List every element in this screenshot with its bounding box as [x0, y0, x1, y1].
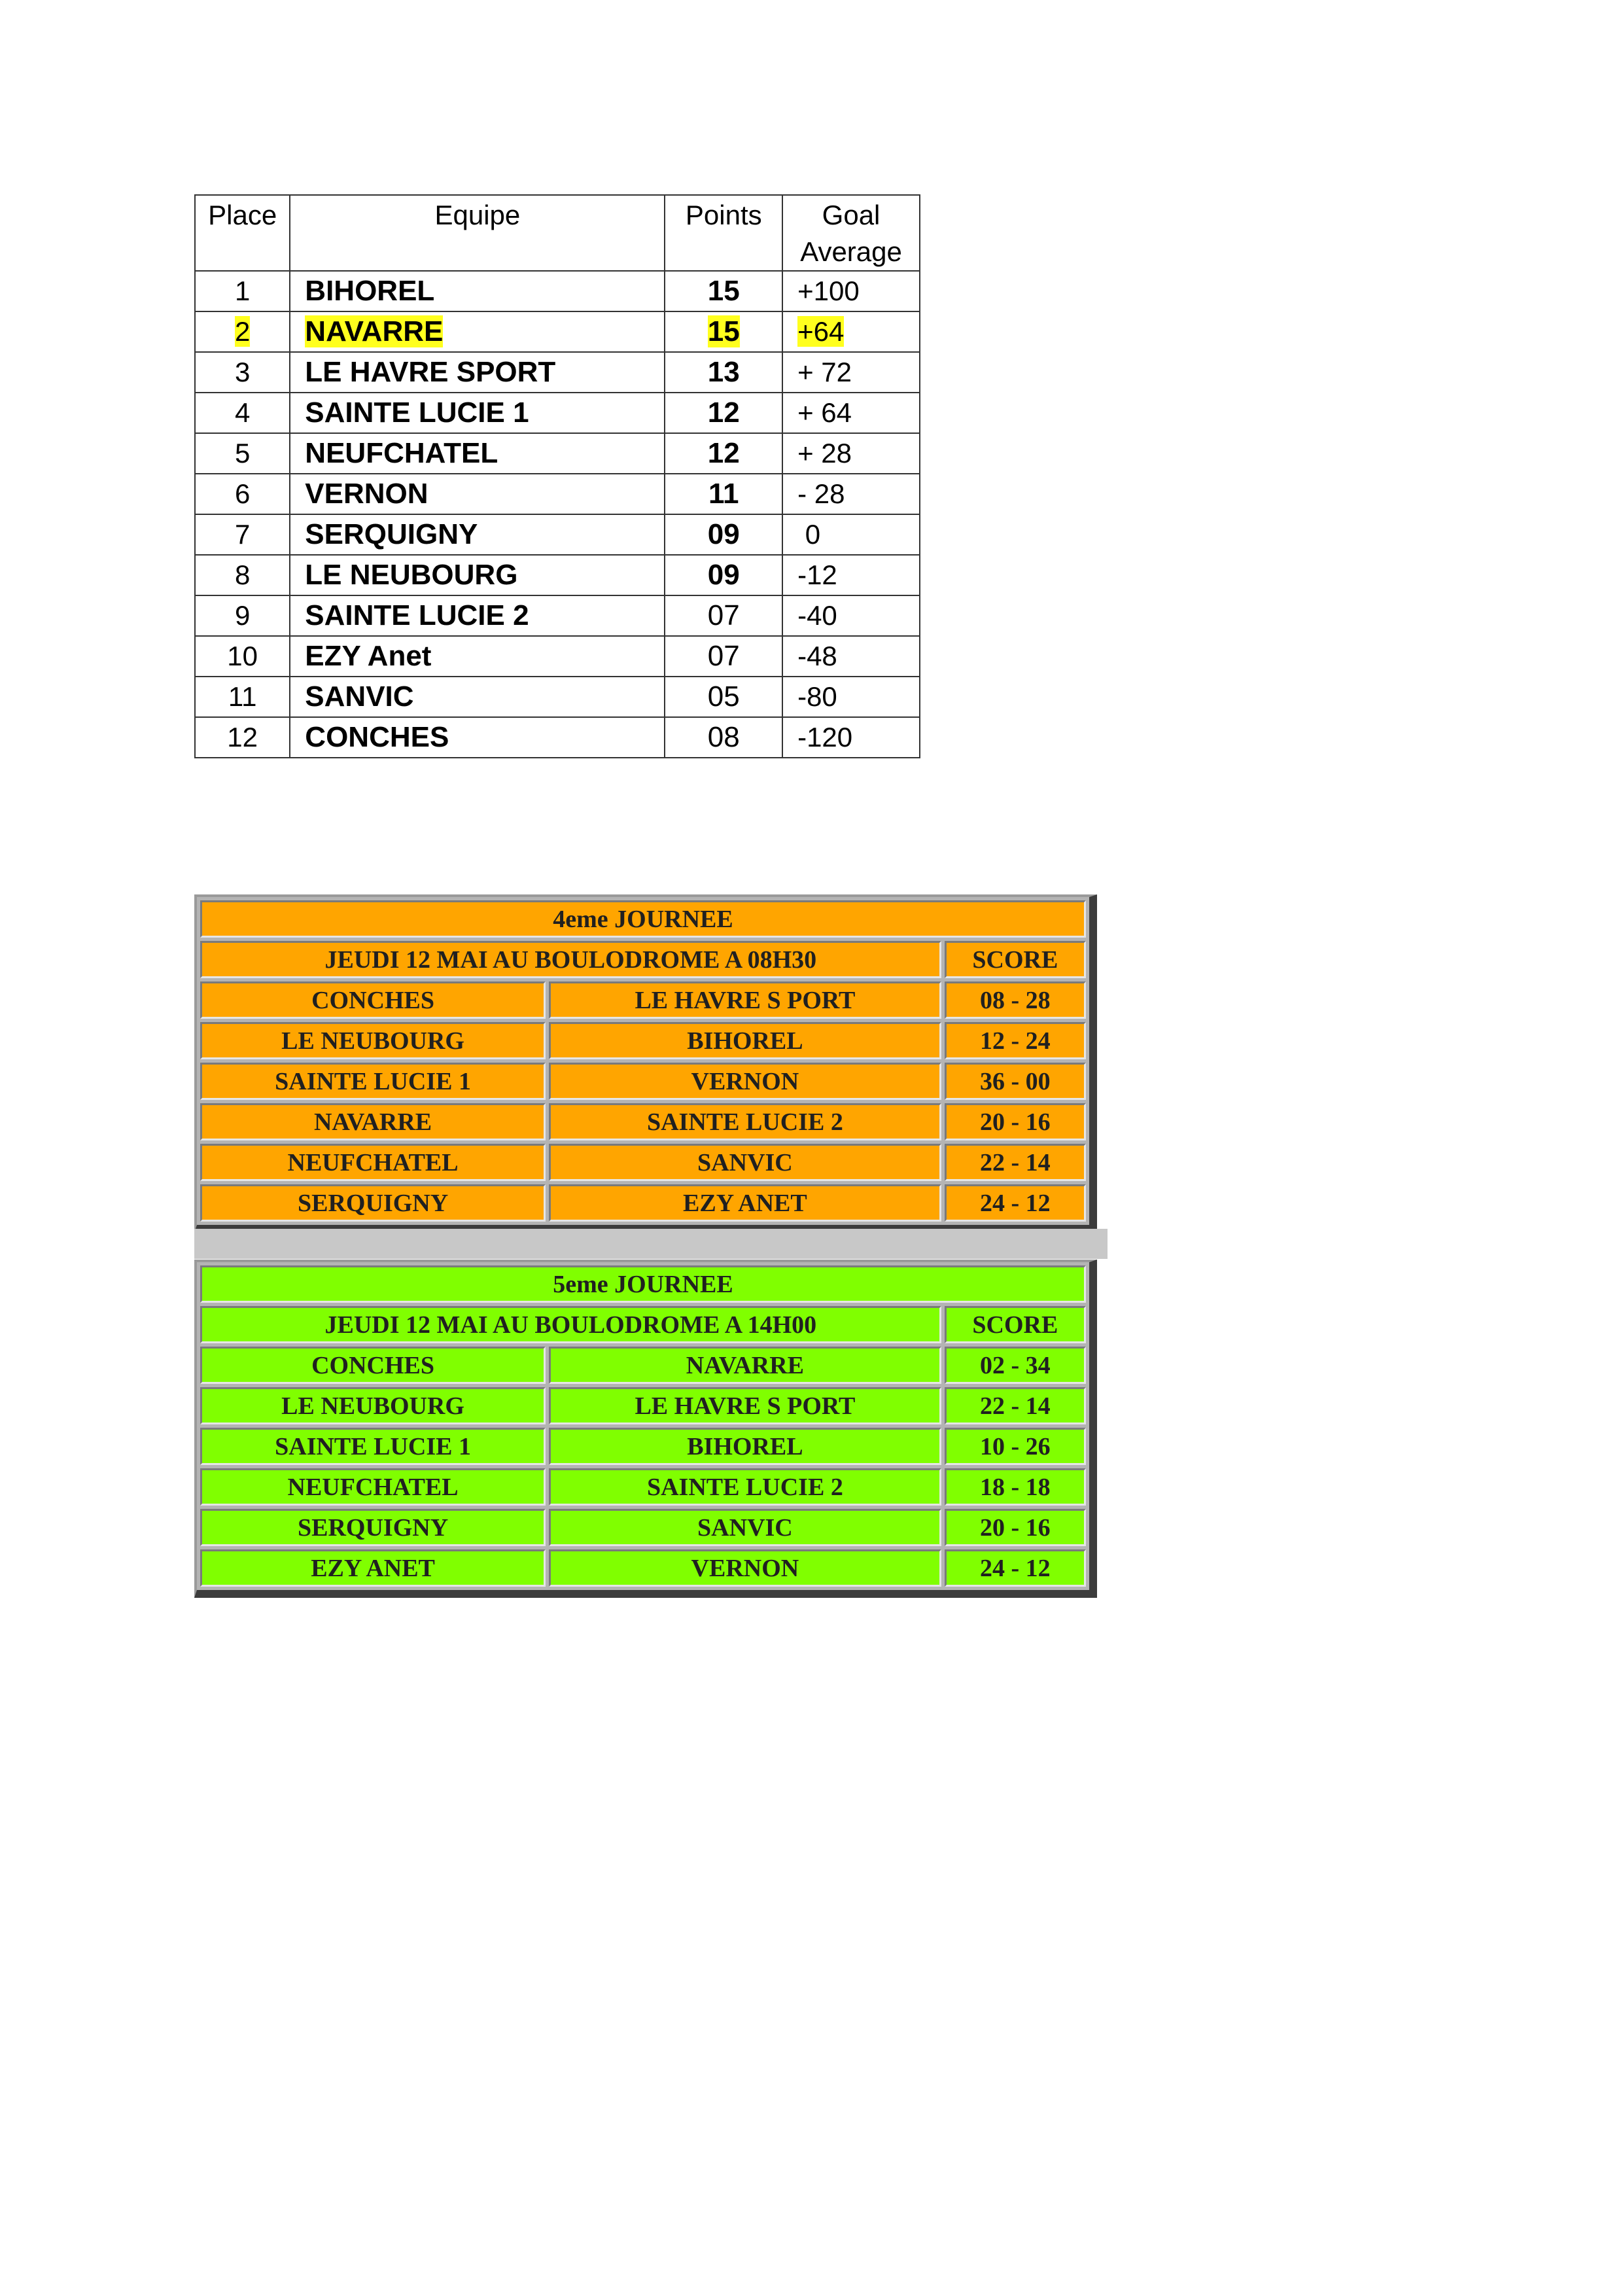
points-text: 08 — [707, 721, 740, 753]
away-team: BIHOREL — [549, 1022, 941, 1059]
goal-average-cell — [782, 636, 920, 677]
away-team: BIHOREL — [549, 1428, 941, 1465]
away-team: SAINTE LUCIE 2 — [549, 1103, 941, 1140]
points-text: 15 — [707, 275, 740, 307]
goal-average-cell — [782, 514, 920, 555]
team-text: SAINTE LUCIE 2 — [305, 599, 529, 631]
match-score: 20 - 16 — [945, 1103, 1086, 1140]
header-place: Place — [195, 195, 290, 271]
team-cell — [290, 352, 665, 393]
goal-average-text: + 72 — [797, 357, 852, 387]
points-cell — [665, 514, 782, 555]
home-team: LE NEUBOURG — [200, 1022, 546, 1059]
away-team: SANVIC — [549, 1144, 941, 1181]
match-score: 10 - 26 — [945, 1428, 1086, 1465]
match-day-subtitle: JEUDI 12 MAI AU BOULODROME A 14H00 — [200, 1306, 941, 1343]
home-team: SAINTE LUCIE 1 — [200, 1428, 546, 1465]
standings-row — [195, 271, 920, 311]
goal-average-cell — [782, 717, 920, 758]
match-score: 02 - 34 — [945, 1347, 1086, 1384]
place-cell — [195, 433, 290, 474]
team-text: SANVIC — [305, 680, 414, 713]
points-text: 07 — [707, 640, 740, 672]
points-text: 07 — [707, 599, 740, 631]
points-text: 13 — [707, 356, 740, 388]
match-score: 36 - 00 — [945, 1063, 1086, 1100]
team-cell — [290, 433, 665, 474]
team-cell — [290, 717, 665, 758]
place-text: 1 — [234, 275, 251, 306]
goal-average-cell — [782, 271, 920, 311]
place-text: 7 — [234, 519, 251, 550]
place-text: 12 — [227, 722, 258, 752]
points-text: 09 — [707, 559, 740, 591]
place-cell — [195, 311, 290, 352]
match-score: 20 - 16 — [945, 1509, 1086, 1546]
place-text: 5 — [234, 438, 251, 468]
team-text: VERNON — [305, 478, 428, 510]
home-team: EZY ANET — [200, 1549, 546, 1587]
points-text: 09 — [707, 518, 740, 550]
match-day-5-table — [194, 1260, 1097, 1598]
goal-average-text: -120 — [797, 722, 853, 752]
points-cell — [665, 433, 782, 474]
team-cell — [290, 271, 665, 311]
points-text: 12 — [707, 437, 740, 469]
match-day-subtitle-row — [200, 941, 1086, 978]
header-team: Equipe — [290, 195, 665, 271]
match-score: 24 - 12 — [945, 1184, 1086, 1222]
goal-average-cell — [782, 595, 920, 636]
team-text: BIHOREL — [305, 275, 435, 307]
goal-average-cell — [782, 311, 920, 352]
goal-average-text: - 28 — [797, 478, 845, 509]
standings-row — [195, 514, 920, 555]
match-day-subtitle-row — [200, 1306, 1086, 1343]
away-team: NAVARRE — [549, 1347, 941, 1384]
points-cell — [665, 474, 782, 514]
standings-row — [195, 474, 920, 514]
match-day-4-table — [194, 894, 1097, 1233]
match-row — [200, 1103, 1086, 1140]
standings-row — [195, 311, 920, 352]
place-cell — [195, 352, 290, 393]
standings-table — [194, 194, 920, 758]
points-cell — [665, 555, 782, 595]
home-team: CONCHES — [200, 981, 546, 1019]
standings-row — [195, 393, 920, 433]
away-team: LE HAVRE S PORT — [549, 1387, 941, 1424]
goal-average-cell — [782, 352, 920, 393]
score-header: SCORE — [945, 1306, 1086, 1343]
team-cell — [290, 474, 665, 514]
team-text: SERQUIGNY — [305, 518, 478, 550]
home-team: NEUFCHATEL — [200, 1468, 546, 1506]
team-cell — [290, 393, 665, 433]
team-cell — [290, 595, 665, 636]
standings-row — [195, 352, 920, 393]
away-team: VERNON — [549, 1549, 941, 1587]
match-day-title: 4eme JOURNEE — [200, 900, 1086, 938]
match-score: 08 - 28 — [945, 981, 1086, 1019]
away-team: EZY ANET — [549, 1184, 941, 1222]
match-row — [200, 1468, 1086, 1506]
points-cell — [665, 311, 782, 352]
match-score: 24 - 12 — [945, 1549, 1086, 1587]
points-cell — [665, 271, 782, 311]
place-text: 8 — [234, 559, 251, 590]
place-text: 4 — [234, 397, 251, 428]
team-text: NAVARRE — [305, 315, 444, 347]
match-day-title-row — [200, 900, 1086, 938]
home-team: SAINTE LUCIE 1 — [200, 1063, 546, 1100]
place-text: 6 — [234, 478, 251, 509]
home-team: LE NEUBOURG — [200, 1387, 546, 1424]
team-text: EZY Anet — [305, 640, 432, 672]
match-score: 22 - 14 — [945, 1387, 1086, 1424]
place-cell — [195, 393, 290, 433]
match-row — [200, 1549, 1086, 1587]
place-text: 11 — [228, 681, 257, 712]
team-cell — [290, 677, 665, 717]
standings-row — [195, 433, 920, 474]
standings-row — [195, 677, 920, 717]
match-row — [200, 1063, 1086, 1100]
standings-row — [195, 717, 920, 758]
home-team: CONCHES — [200, 1347, 546, 1384]
team-text: CONCHES — [305, 721, 449, 753]
points-text: 05 — [707, 680, 740, 713]
match-row — [200, 1022, 1086, 1059]
match-row — [200, 1428, 1086, 1465]
goal-average-cell — [782, 474, 920, 514]
goal-average-text: + 64 — [797, 397, 852, 428]
points-cell — [665, 393, 782, 433]
place-text: 3 — [234, 357, 251, 387]
points-text: 12 — [707, 397, 740, 429]
team-cell — [290, 555, 665, 595]
match-score: 18 - 18 — [945, 1468, 1086, 1506]
goal-average-text: -40 — [797, 600, 837, 631]
team-text: SAINTE LUCIE 1 — [305, 397, 529, 429]
team-cell — [290, 311, 665, 352]
match-row — [200, 1184, 1086, 1222]
team-text: LE NEUBOURG — [305, 559, 518, 591]
points-text: 15 — [707, 315, 740, 347]
points-cell — [665, 352, 782, 393]
home-team: SERQUIGNY — [200, 1509, 546, 1546]
place-cell — [195, 717, 290, 758]
standings-row — [195, 595, 920, 636]
match-day-title: 5eme JOURNEE — [200, 1265, 1086, 1303]
place-text: 2 — [234, 316, 251, 347]
place-cell — [195, 555, 290, 595]
away-team: LE HAVRE S PORT — [549, 981, 941, 1019]
place-cell — [195, 514, 290, 555]
match-score: 12 - 24 — [945, 1022, 1086, 1059]
match-row — [200, 981, 1086, 1019]
home-team: SERQUIGNY — [200, 1184, 546, 1222]
goal-average-text: -12 — [797, 559, 837, 590]
goal-average-text: -80 — [797, 681, 837, 712]
place-text: 9 — [234, 600, 251, 631]
goal-average-text: 0 — [797, 519, 821, 550]
points-cell — [665, 595, 782, 636]
points-cell — [665, 677, 782, 717]
match-score: 22 - 14 — [945, 1144, 1086, 1181]
points-cell — [665, 717, 782, 758]
goal-average-text: +100 — [797, 275, 860, 306]
place-cell — [195, 636, 290, 677]
match-day-title-row — [200, 1265, 1086, 1303]
place-text: 10 — [227, 641, 258, 671]
place-cell — [195, 677, 290, 717]
points-text: 11 — [708, 478, 739, 510]
place-cell — [195, 474, 290, 514]
match-day-subtitle: JEUDI 12 MAI AU BOULODROME A 08H30 — [200, 941, 941, 978]
goal-average-cell — [782, 433, 920, 474]
team-text: LE HAVRE SPORT — [305, 356, 556, 388]
standings-header-row — [195, 195, 920, 271]
score-header: SCORE — [945, 941, 1086, 978]
team-cell — [290, 514, 665, 555]
match-row — [200, 1347, 1086, 1384]
place-cell — [195, 595, 290, 636]
team-cell — [290, 636, 665, 677]
home-team: NAVARRE — [200, 1103, 546, 1140]
goal-average-text: -48 — [797, 641, 837, 671]
header-points: Points — [665, 195, 782, 271]
goal-average-cell — [782, 677, 920, 717]
points-cell — [665, 636, 782, 677]
standings-row — [195, 555, 920, 595]
place-cell — [195, 271, 290, 311]
match-row — [200, 1144, 1086, 1181]
home-team: NEUFCHATEL — [200, 1144, 546, 1181]
separator-band — [194, 1229, 1108, 1259]
standings-row — [195, 636, 920, 677]
team-text: NEUFCHATEL — [305, 437, 498, 469]
away-team: VERNON — [549, 1063, 941, 1100]
goal-average-cell — [782, 555, 920, 595]
match-row — [200, 1387, 1086, 1424]
away-team: SANVIC — [549, 1509, 941, 1546]
goal-average-cell — [782, 393, 920, 433]
goal-average-text: +64 — [797, 316, 845, 347]
goal-average-text: + 28 — [797, 438, 852, 468]
away-team: SAINTE LUCIE 2 — [549, 1468, 941, 1506]
match-row — [200, 1509, 1086, 1546]
header-goal-average: Goal Average — [782, 195, 920, 271]
